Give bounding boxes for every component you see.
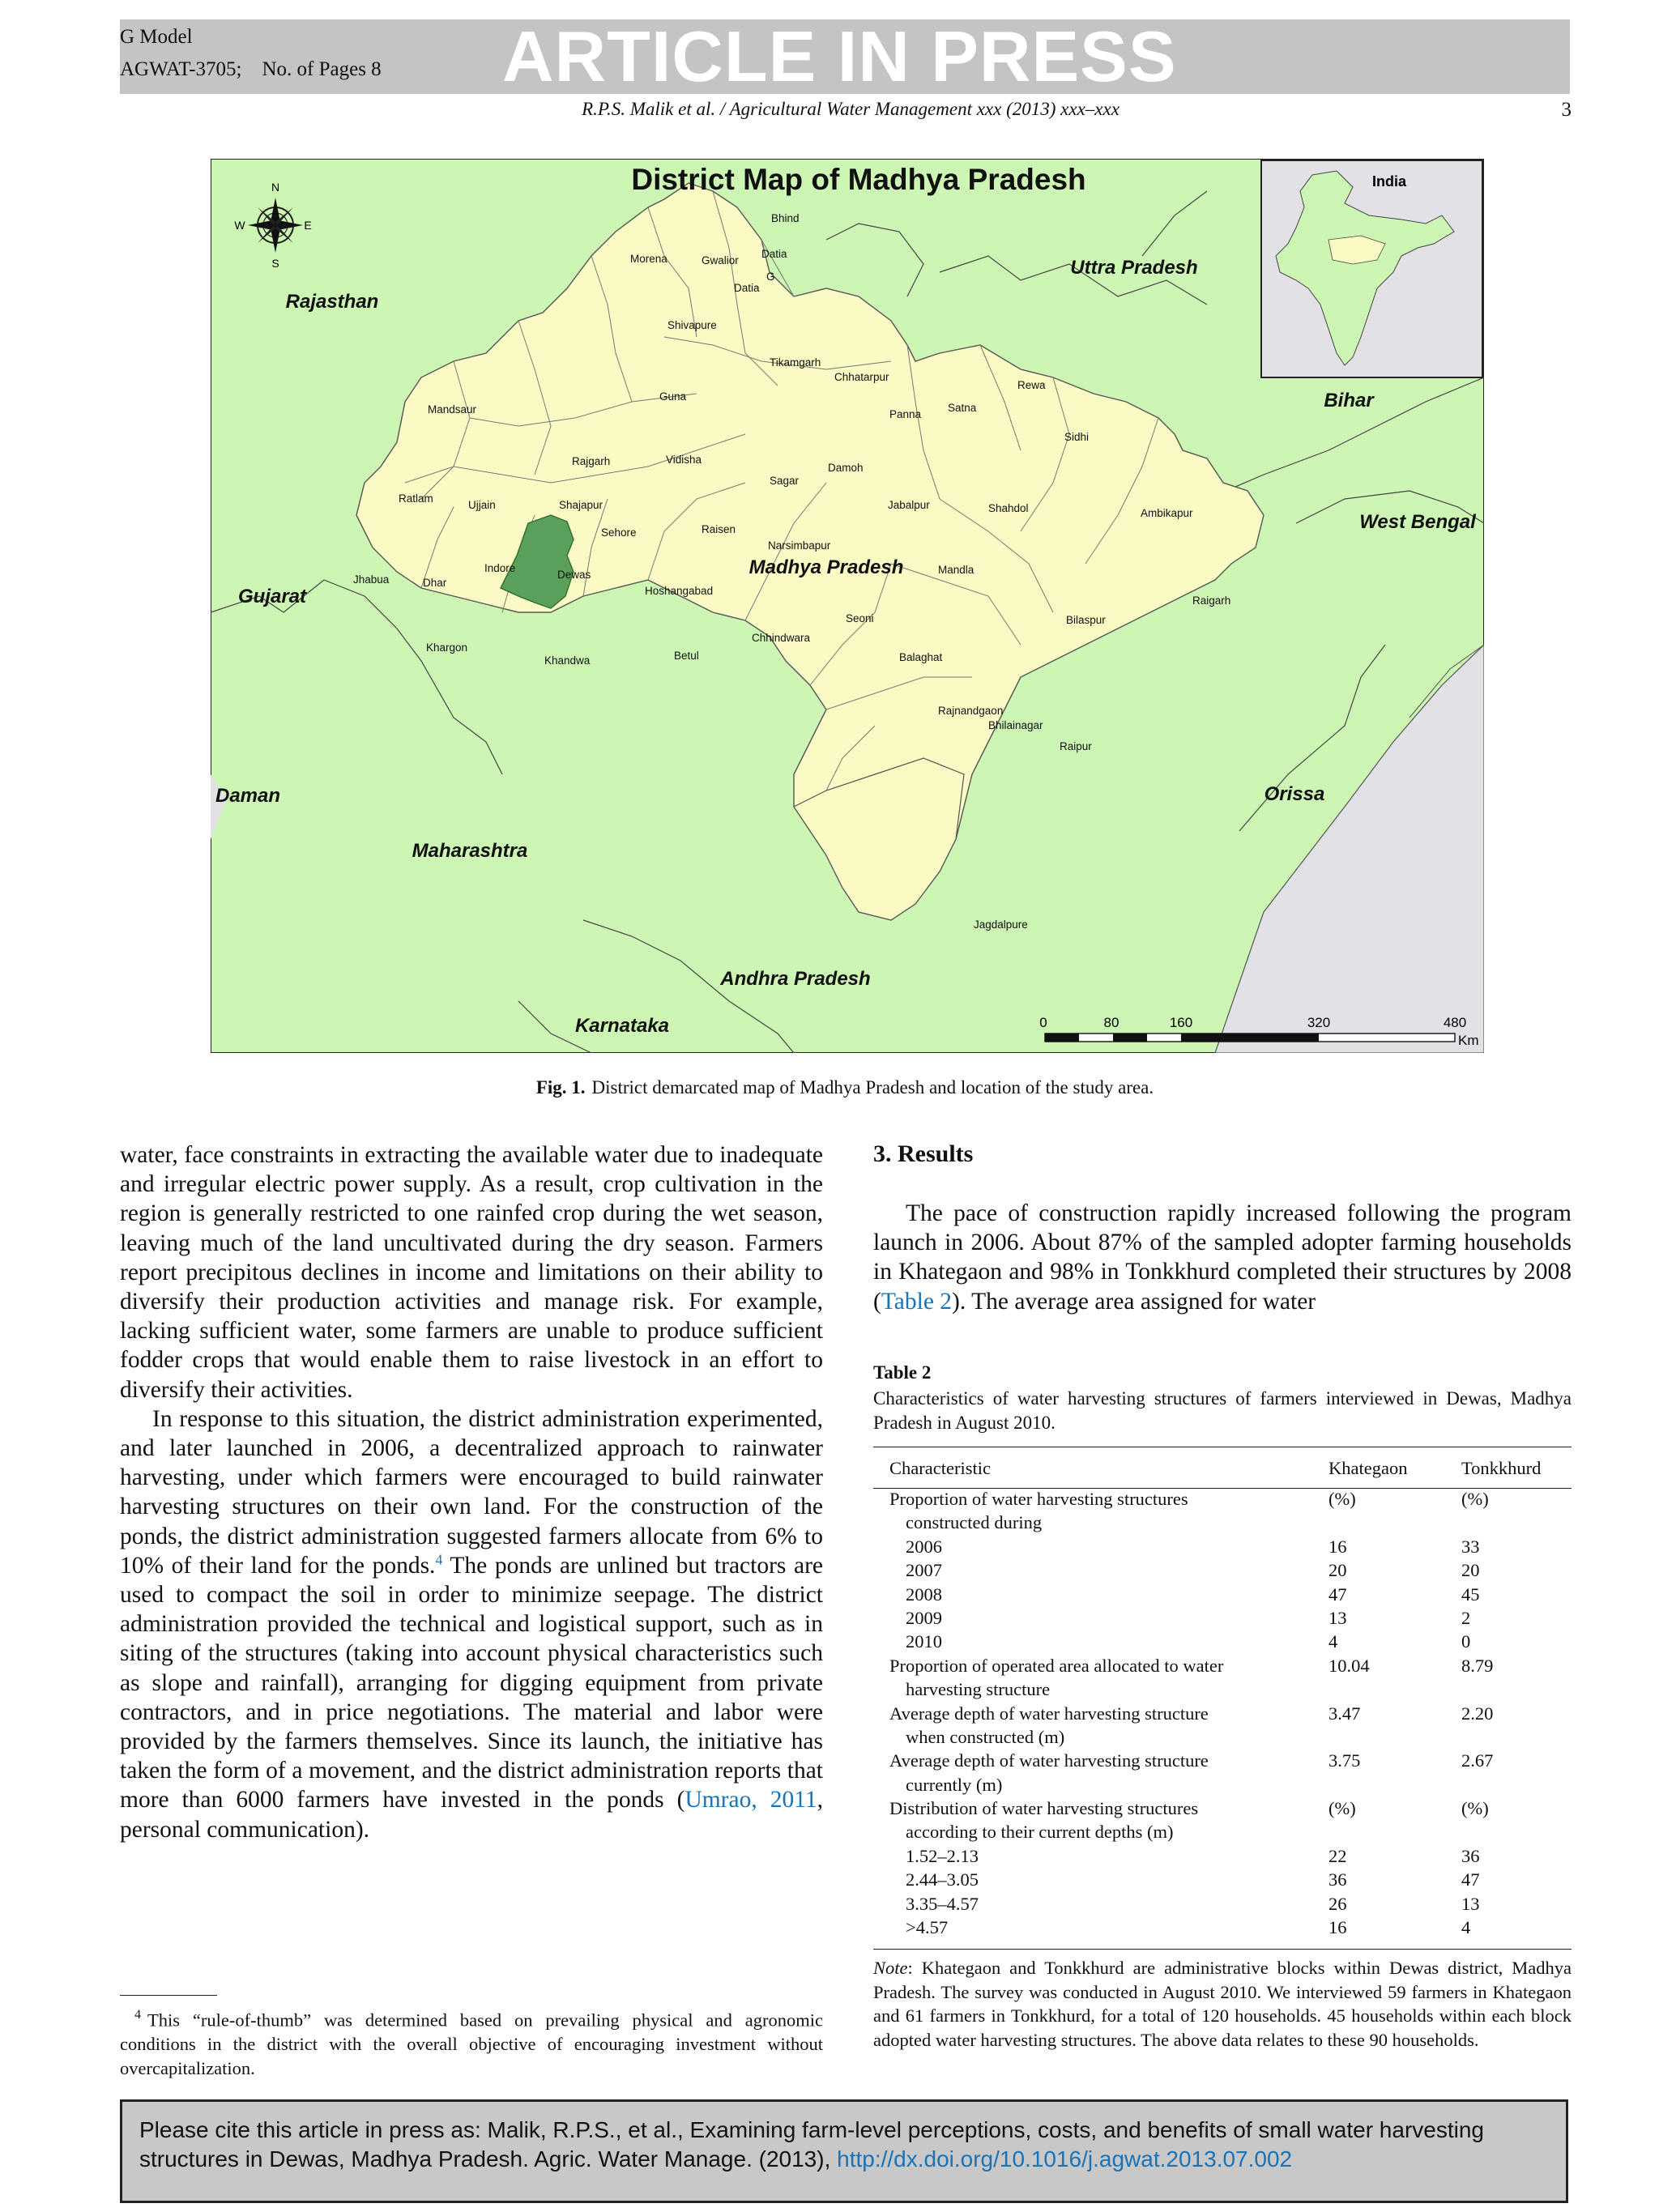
table-cell: 22 [1328, 1845, 1347, 1866]
label-andhra-pradesh: Andhra Pradesh [720, 968, 871, 990]
svg-text:480: 480 [1443, 1015, 1467, 1030]
district-label: Tikamgarh [770, 356, 821, 369]
table-row [873, 1630, 1572, 1653]
table-row [873, 1749, 1572, 1772]
label-west-bengal: West Bengal [1359, 511, 1476, 533]
table-cell: 47 [1461, 1869, 1480, 1890]
table-label: Table 2 [873, 1362, 932, 1383]
table-body [873, 1487, 1572, 1939]
label-daman: Daman [215, 785, 281, 807]
table-cell: 20 [1461, 1560, 1480, 1581]
footnote [120, 2003, 823, 2080]
district-label: Bhind [771, 212, 800, 224]
district-label: G [766, 271, 775, 283]
table-cell: 2.44–3.05 [906, 1869, 979, 1890]
table-row [873, 1702, 1572, 1725]
table-header-cell: Characteristic [889, 1458, 991, 1478]
table-cell: 33 [1461, 1536, 1480, 1557]
district-map [211, 159, 1484, 1053]
doi-link[interactable]: http://dx.doi.org/10.1016/j.agwat.2013.07.002 [837, 2146, 1293, 2172]
table-cell: 4 [1461, 1917, 1471, 1938]
district-label: Bilaspur [1066, 614, 1106, 626]
table-cell: (%) [1461, 1489, 1489, 1509]
district-label: Damoh [828, 462, 864, 474]
svg-text:N: N [271, 181, 280, 194]
table-cell: Distribution of water harvesting structures [889, 1798, 1199, 1819]
svg-text:320: 320 [1307, 1015, 1331, 1030]
district-label: Datia [761, 248, 787, 260]
table-cell: 2009 [906, 1607, 942, 1628]
table-cell: 16 [1328, 1536, 1347, 1557]
district-label: Rewa [1017, 379, 1046, 391]
table-cell: (%) [1328, 1489, 1356, 1509]
table-cell: 8.79 [1461, 1655, 1494, 1676]
table-header-cell: Tonkkhurd [1461, 1458, 1542, 1478]
svg-text:160: 160 [1169, 1015, 1193, 1030]
map-title: District Map of Madhya Pradesh [631, 163, 1086, 196]
paragraph: In response to this situation, the district administration experimented, and later launched in 2006, a decentralized approach to rainwater harvesting, under which farmers were encouraged to build rainwater harvesting structures on their own land. For the construction of the ponds, the district administration suggested farmers allocate from 6% to 10% of their land for the ponds.$^4$ The ponds are unlined but tractors are used to compact the soil in order to minimize seepage. The district administration provided the technical and logistical support, such as in siting of the structures (taking into account physical characteristics such as slope and rainfall), arranging for digging equipment from private contractors, and in price negotiations. The material and labor were provided by the farmers themselves. Since its launch, the initiative has taken the form of a movement, and the district administration reports that more than 6000 farmers have invested in the ponds (Umrao, 2011, personal communication). [120, 1405, 823, 1843]
table-cell: 2.67 [1461, 1750, 1494, 1771]
district-label: Morena [630, 253, 667, 265]
district-label: Raigarh [1192, 595, 1231, 607]
footnote-ref[interactable]: 4 [435, 1551, 443, 1568]
figure-caption-text: District demarcated map of Madhya Pradesh and location of the study area. [591, 1077, 1154, 1097]
table-cell: 0 [1461, 1631, 1471, 1652]
table-row [873, 1916, 1572, 1939]
table-row [873, 1511, 1572, 1534]
district-label: Betul [674, 650, 699, 662]
district-label: Raisen [702, 523, 736, 535]
table-cell: 1.52–2.13 [906, 1845, 979, 1866]
table-cell: Proportion of water harvesting structures [889, 1489, 1188, 1509]
table-cell: Average depth of water harvesting structure [889, 1750, 1209, 1771]
district-label: Indore [484, 562, 516, 574]
svg-text:0: 0 [1039, 1015, 1047, 1030]
table-header-rule [873, 1488, 1572, 1489]
label-karnataka: Karnataka [574, 1015, 670, 1037]
table-cell: 26 [1328, 1893, 1347, 1914]
district-label: Shajapur [559, 499, 603, 511]
district-label: Chhindwara [752, 632, 811, 644]
table-cell: Proportion of operated area allocated to water [889, 1655, 1224, 1676]
district-label: Dhar [423, 577, 447, 589]
paragraph: water, face constraints in extracting the available water due to inadequate and irregular electric power supply. As a result, crop cultivation in the region is generally restricted to one rainfed crop during the wet season, leaving much of the land uncultivated during the dry season. Farmers report precipitous declines in income and limitations on their ability to diversify their production activities and manage risk. For example, lacking sufficient water, some farmers are unable to produce sufficient fodder crops that would enable them to raise livestock in an effort to diversify their activities. [120, 1142, 823, 1403]
table-note: Note: Khategaon and Tonkkhurd are administrative blocks within Dewas district, Madhya Pradesh. The survey was conducted in August 2010. We interviewed 59 farmers in Khategaon and 61 farmers in Tonkkhurd, for a total of 120 households. 45 households within each block adopted water harvesting structures. The above data relates to these 90 households. [873, 1958, 1572, 2050]
district-label: Ujjain [468, 499, 496, 511]
table-row [873, 1725, 1572, 1749]
footnote-text: This “rule-of-thumb” was determined based on prevailing physical and agronomic conditions in the district with the overall objective of encouraging investment without overcapitalization. [120, 2010, 823, 2078]
district-label: Narsimbapur [768, 539, 831, 552]
district-label: Datia [734, 282, 760, 294]
table-row [873, 1892, 1572, 1916]
table-link[interactable]: Table 2 [881, 1288, 953, 1315]
table-cell: 45 [1461, 1583, 1480, 1605]
table-row [873, 1558, 1572, 1582]
banner-title: ARTICLE IN PRESS [502, 16, 1177, 96]
table-bottom-rule [873, 1949, 1572, 1950]
district-label: Balaghat [899, 651, 943, 663]
table-cell: (%) [1461, 1798, 1489, 1819]
table-cell: 10.04 [1328, 1655, 1370, 1676]
table-cell: >4.57 [906, 1917, 949, 1938]
citation-text: Please cite this article in press as: Malik, R.P.S., et al., Examining farm-level perceptions, costs, and benefits of small water harvesting structures in Dewas, Madhya Pradesh. Agric. Water Manage. (2013), http://dx.doi.org/10.1016/j.agwat.2013.07.002 [139, 2117, 1484, 2172]
district-label: Jabalpur [888, 499, 930, 511]
table-row [873, 1773, 1572, 1796]
table-row [873, 1868, 1572, 1891]
district-label: Sehore [601, 526, 637, 539]
table-row [873, 1606, 1572, 1630]
table-2 [873, 1450, 1572, 1939]
district-label: Mandsaur [428, 403, 477, 416]
district-label: Raipur [1060, 740, 1092, 752]
svg-text:80: 80 [1103, 1015, 1120, 1030]
svg-text:E: E [304, 219, 312, 232]
table-cell: 36 [1328, 1869, 1347, 1890]
district-label: Rajnandgaon [938, 705, 1004, 717]
district-label: Panna [889, 408, 922, 420]
table-cell: 20 [1328, 1560, 1347, 1581]
district-label: Rajgarh [572, 455, 611, 467]
table-row [873, 1844, 1572, 1868]
figure-caption [120, 1077, 1570, 1098]
table-cell: harvesting structure [906, 1679, 1051, 1700]
district-label: Ratlam [399, 492, 433, 505]
district-label: Khandwa [544, 654, 591, 667]
table-cell: constructed during [906, 1512, 1043, 1533]
table-cell: 2.20 [1461, 1703, 1494, 1724]
svg-text:S: S [271, 257, 279, 270]
district-label: Sagar [770, 475, 800, 487]
label-orissa: Orissa [1264, 783, 1325, 805]
table-cell: 4 [1328, 1631, 1338, 1652]
figure-caption-label: Fig. 1. [535, 1077, 586, 1097]
label-madhya-pradesh: Madhya Pradesh [748, 556, 904, 578]
running-head: R.P.S. Malik et al. / Agricultural Water Management xxx (2013) xxx–xxx [582, 99, 1120, 119]
district-label: Jhabua [353, 573, 390, 586]
left-column-text [120, 1140, 823, 1844]
footnote-rule [120, 1995, 217, 1996]
table-cell: 47 [1328, 1583, 1347, 1605]
table-row [873, 1796, 1572, 1820]
label-maharashtra: Maharashtra [412, 840, 528, 862]
district-label: Shivapure [667, 319, 717, 331]
table-row [873, 1654, 1572, 1677]
citation-link[interactable]: Umrao, 2011 [684, 1787, 817, 1813]
right-column-text [873, 1199, 1572, 1316]
district-label: Chhatarpur [834, 371, 889, 383]
district-label: Sidhi [1064, 431, 1090, 443]
page-number: 3 [1561, 99, 1572, 121]
table-cell: 2010 [906, 1631, 942, 1652]
table-cell: according to their current depths (m) [906, 1822, 1174, 1843]
table-header-row [873, 1450, 1572, 1487]
table-cell: (%) [1328, 1798, 1356, 1819]
svg-text:Km: Km [1458, 1033, 1479, 1048]
table-row [873, 1535, 1572, 1558]
district-label: Satna [948, 402, 977, 414]
table-cell: 2008 [906, 1583, 942, 1605]
label-rajasthan: Rajasthan [285, 291, 379, 313]
table-row [873, 1820, 1572, 1843]
table-cell: 2 [1461, 1607, 1471, 1628]
svg-text:W: W [234, 219, 245, 232]
district-label: Guna [659, 390, 687, 403]
district-label: Jagdalpure [974, 918, 1028, 931]
label-bihar: Bihar [1324, 390, 1374, 411]
india-inset-map [1261, 160, 1482, 377]
table-cell: 3.47 [1328, 1703, 1361, 1724]
footnote-number: 4 [134, 2008, 141, 2022]
table-cell: currently (m) [906, 1774, 1003, 1795]
district-label: Hoshangabad [645, 585, 714, 597]
table-cell: 2007 [906, 1560, 942, 1581]
district-label: Vidisha [666, 454, 702, 466]
table-row [873, 1677, 1572, 1701]
model-label: G Model [120, 26, 193, 48]
district-label: Seoni [846, 612, 874, 624]
district-label: Gwalior [702, 254, 739, 266]
table-cell: Average depth of water harvesting structure [889, 1703, 1209, 1724]
table-header-cell: Khategaon [1328, 1458, 1408, 1478]
table-title: Characteristics of water harvesting structures of farmers interviewed in Dewas, Madhya Pradesh in August 2010. [873, 1388, 1572, 1433]
paragraph: The pace of construction rapidly increased following the program launch in 2006. About 87% of the sampled adopter farming households in Khategaon and 98% in Tonkkhurd completed their structures by 2008 (Table 2). The average area assigned for water [873, 1200, 1572, 1315]
svg-text:India: India [1371, 173, 1407, 190]
district-label: Dewas [557, 569, 591, 581]
table-cell: 13 [1328, 1607, 1347, 1628]
label-gujarat: Gujarat [237, 586, 307, 607]
table-row [873, 1583, 1572, 1606]
district-label: Bhilainagar [988, 719, 1043, 731]
table-row [873, 1487, 1572, 1511]
article-id: AGWAT-3705; No. of Pages 8 [120, 58, 382, 80]
district-label: Shahdol [988, 502, 1029, 514]
table-cell: 13 [1461, 1893, 1480, 1914]
table-cell: 36 [1461, 1845, 1480, 1866]
label-uttar-pradesh: Uttra Pradesh [1070, 257, 1198, 279]
table-cell: 3.75 [1328, 1750, 1361, 1771]
section-heading: 3. Results [873, 1140, 974, 1167]
district-label: Mandla [938, 564, 975, 576]
table-cell: 16 [1328, 1917, 1347, 1938]
table-cell: when constructed (m) [906, 1726, 1065, 1747]
district-label: Ambikapur [1141, 507, 1193, 519]
table-cell: 2006 [906, 1536, 942, 1557]
district-label: Khargon [426, 641, 468, 654]
table-cell: 3.35–4.57 [906, 1893, 979, 1914]
